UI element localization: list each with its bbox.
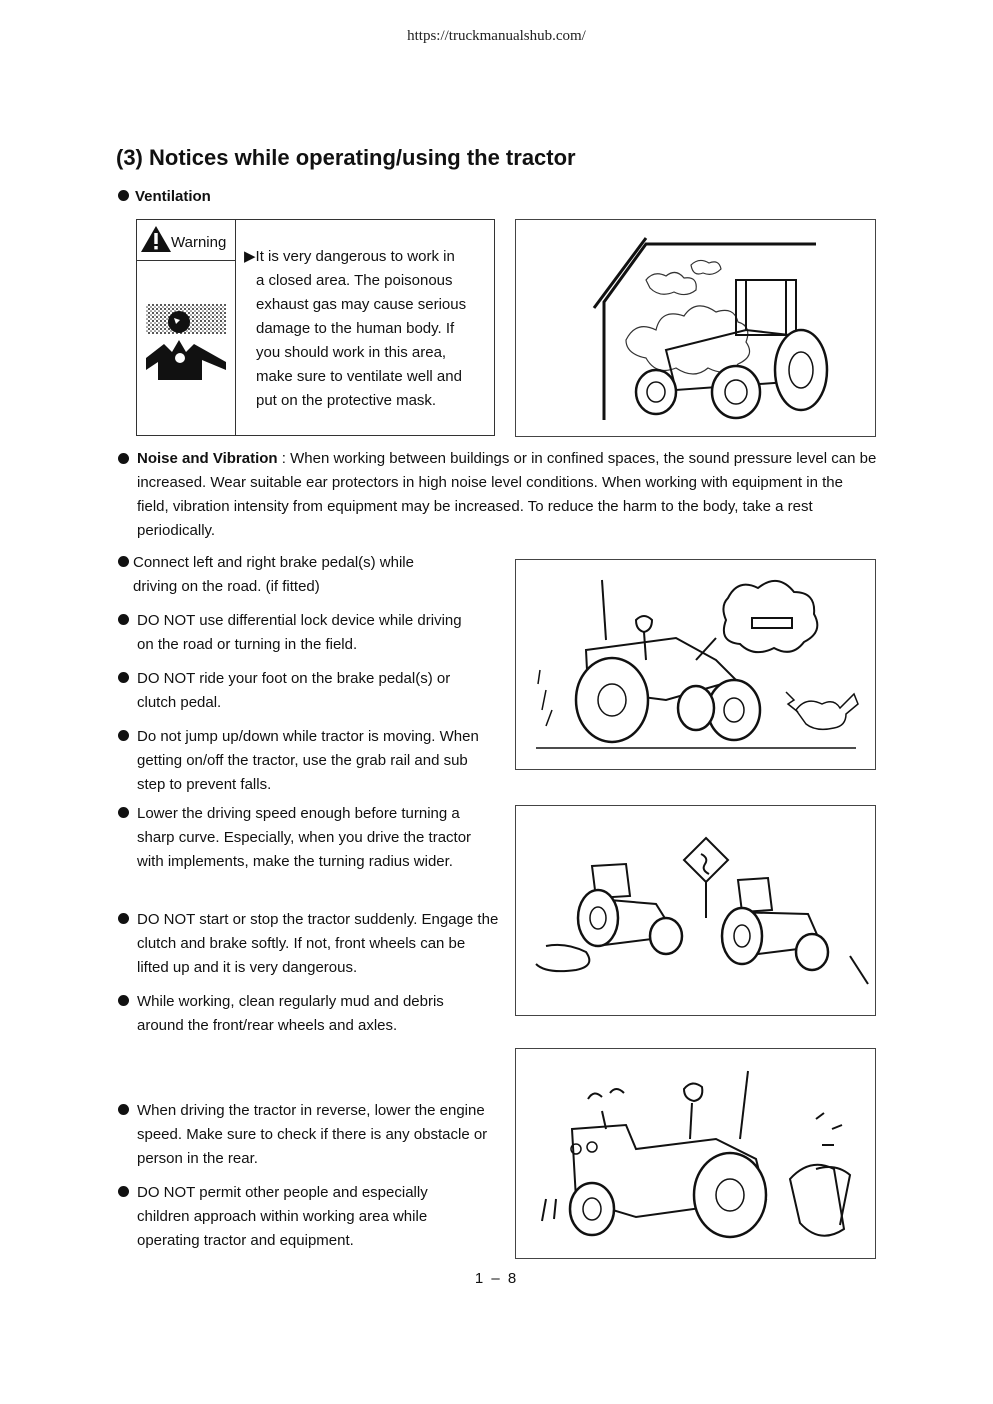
bullet-item	[118, 908, 500, 980]
bullet-icon	[118, 908, 129, 932]
bullet-icon	[118, 453, 129, 464]
section-title: (3) Notices while operating/using the tractor	[116, 145, 576, 170]
noise-vibration-paragraph	[118, 447, 878, 543]
warning-line: you should work in this area,	[256, 344, 447, 361]
tractor-reverse-barrels-drawing	[516, 1049, 875, 1258]
warning-triangle-icon	[140, 225, 172, 253]
warning-line: put on the protective mask.	[256, 392, 437, 409]
bullet-text: Connect left and right brake pedal(s) while driving on the road. (if fitted)	[133, 554, 414, 595]
bullet-item	[118, 1181, 478, 1253]
ventilation-heading	[118, 188, 211, 205]
noise-text: : When working between buildings or in confined spaces, the sound pressure level can be increased. Wear suitable ear protectors in high noise level conditions. When working with equipment in the field, vibration intensity from equipment may be increased. To reduce the harm to the body, take a rest periodically.	[137, 450, 877, 539]
page-number: 1 – 8	[474, 1270, 519, 1287]
warning-line: damage to the human body. If	[256, 320, 455, 337]
bullet-item	[118, 990, 493, 1038]
bullet-text: DO NOT ride your foot on the brake pedal(s) or clutch pedal.	[137, 670, 451, 711]
noise-label: Noise and Vibration	[137, 450, 278, 467]
tractor-garage-drawing	[516, 220, 875, 436]
tractor-dog-drawing	[516, 560, 875, 769]
bullet-text: When driving the tractor in reverse, lower the engine speed. Make sure to check if there is any obstacle or person in the rear.	[137, 1102, 488, 1167]
ventilation-heading-text: Ventilation	[135, 188, 211, 205]
sharp-curve-illustration	[515, 805, 876, 1016]
bullet-text: DO NOT start or stop the tractor suddenly. Engage the clutch and brake softly. If not, front wheels can be lifted up and it is very dangerous.	[137, 911, 499, 976]
bullet-icon	[118, 551, 129, 575]
warning-line: a closed area. The poisonous	[256, 272, 453, 289]
bullet-item	[118, 667, 493, 715]
warning-text	[244, 245, 494, 413]
brake-pedal-illustration	[515, 559, 876, 770]
bullet-text: Do not jump up/down while tractor is moving. When getting on/off the tractor, use the grab rail and sub step to prevent falls.	[137, 728, 479, 793]
warning-line: make sure to ventilate well and	[256, 368, 462, 385]
toxic-gas-icon	[144, 300, 228, 380]
warning-icon-cell	[136, 260, 236, 436]
bullet-icon	[118, 1181, 129, 1205]
bullet-text: While working, clean regularly mud and debris around the front/rear wheels and axles.	[137, 993, 444, 1034]
header-url: https://truckmanualshub.com/	[407, 28, 586, 44]
bullet-text: DO NOT permit other people and especially children approach within working area while operating tractor and equipment.	[137, 1184, 428, 1249]
bullet-item	[118, 1099, 500, 1171]
bullet-icon	[118, 1099, 129, 1123]
garage-exhaust-illustration	[515, 219, 876, 437]
warning-label-cell	[136, 219, 236, 261]
bullet-item	[118, 551, 458, 599]
warning-line: exhaust gas may cause serious	[256, 296, 467, 313]
bullet-icon	[118, 609, 129, 633]
bullet-item	[118, 725, 498, 797]
tractors-curve-sign-drawing	[516, 806, 875, 1015]
warning-label: Warning	[171, 234, 227, 251]
bullet-icon	[118, 667, 129, 691]
bullet-icon	[118, 990, 129, 1014]
bullet-icon	[118, 725, 129, 749]
reverse-illustration	[515, 1048, 876, 1259]
bullet-text: Lower the driving speed enough before turning a sharp curve. Especially, when you drive the tractor with implements, make the turning radius wider.	[137, 805, 472, 870]
bullet-item	[118, 609, 463, 657]
bullet-text: DO NOT use differential lock device while driving on the road or turning in the field.	[137, 612, 462, 653]
bullet-icon	[118, 802, 129, 826]
warning-line: ▶It is very dangerous to work in	[244, 248, 455, 265]
bullet-icon	[118, 190, 129, 201]
bullet-item	[118, 802, 500, 874]
